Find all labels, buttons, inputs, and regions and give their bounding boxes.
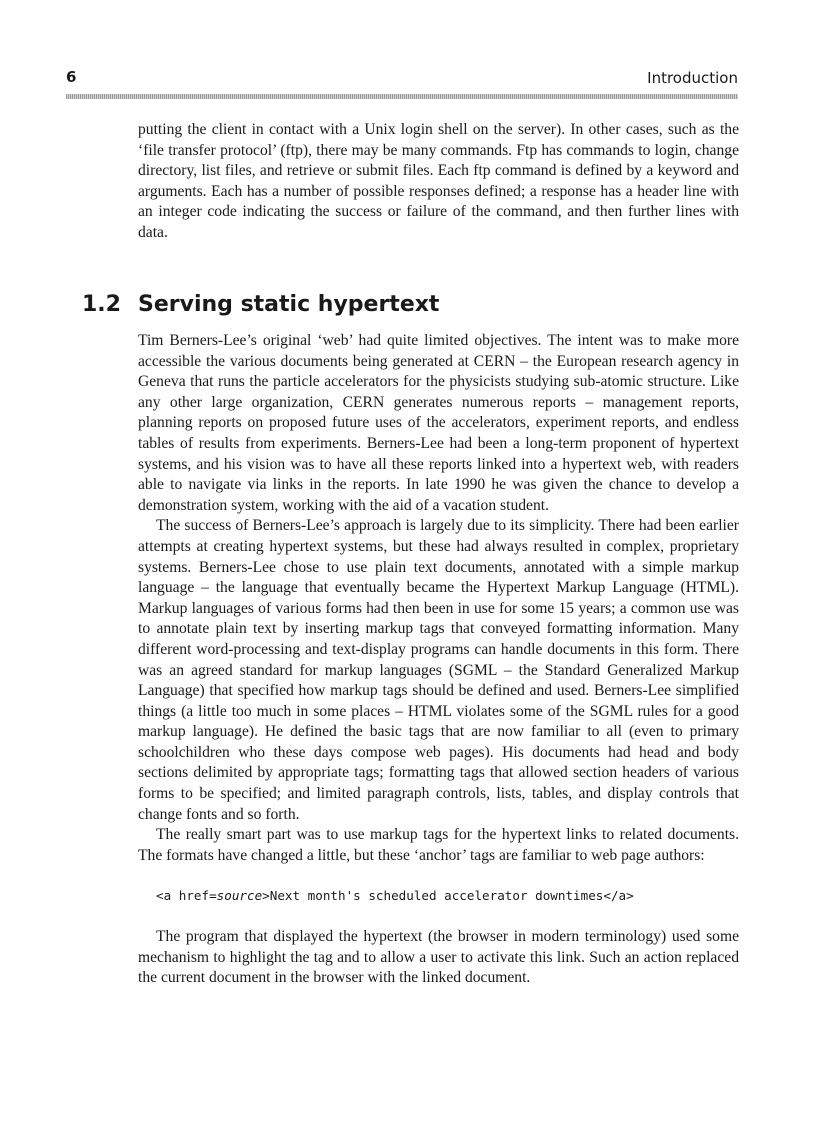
section-title: Serving static hypertext [138, 292, 440, 317]
section-heading [82, 292, 439, 317]
section-body [138, 331, 739, 989]
page-number: 6 [66, 68, 77, 86]
intro-text-block [138, 120, 739, 244]
intro-paragraph: putting the client in contact with a Unix login shell on the server). In other cases, such as the ‘file transfer protocol’ (ftp), there may be many commands. Ftp has commands to login, change directory, list files, and retrieve or submit files. Each ftp command is defined by a keyword and arguments. Each has a number of possible responses defined; a response has a header line with an integer code indicating the success or failure of the command, and then further lines with data. [138, 121, 739, 241]
running-head: Introduction [647, 69, 738, 87]
header-rule [66, 94, 738, 99]
section-paragraph-2: The success of Berners-Lee’s approach is largely due to its simplicity. There had been earlier attempts at creating hypertext systems, but these had always resulted in complex, proprietary systems. Berners-Lee chose to use plain text documents, annotated with a simple markup language – the language that eventually became the Hypertext Markup Language (HTML). Markup languages of various forms had then been in use for some 15 years; a common use was to annotate plain text by inserting markup tags that conveyed formatting information. Many different word-processing and text-display programs can handle documents in this form. There was an agreed standard for markup languages (SGML – the Standard Generalized Markup Language) that specified how markup tags should be defined and used. Berners-Lee simplified things (a little too much in some places – HTML violates some of the SGML rules for a good markup language). He defined the basic tags that are now familiar to all (even to primary schoolchildren who these days compose web pages). His documents had head and body sections delimited by appropriate tags; formatting tags that allowed section headers of various forms to be specified; and limited paragraph controls, lists, tables, and display controls that change fonts and so forth. [138, 517, 739, 823]
code-suffix: >Next month's scheduled accelerator downtimes</a> [262, 888, 634, 904]
section-paragraph-3: The really smart part was to use markup tags for the hypertext links to related documents. The formats have changed a little, but these ‘anchor’ tags are familiar to web page authors: [138, 826, 739, 864]
section-closing-paragraph: The program that displayed the hypertext (the browser in modern terminology) used some mechanism to highlight the tag and to allow a user to activate this link. Such an action replaced the current document in the browser with the linked document. [138, 928, 739, 987]
code-placeholder: source [216, 888, 263, 904]
section-number: 1.2 [82, 292, 121, 317]
code-prefix: <a href= [156, 888, 217, 904]
code-sample [156, 886, 739, 907]
section-paragraph-1: Tim Berners-Lee’s original ‘web’ had quite limited objectives. The intent was to make more accessible the various documents being generated at CERN – the European research agency in Geneva that runs the particle accelerators for the physicists studying sub-atomic structure. Like any other large organization, CERN generates numerous reports – management reports, planning reports on proposed future uses of the accelerators, experiment reports, and endless tables of results from experiments. Berners-Lee had been a long-term proponent of hypertext systems, and his vision was to have all these reports linked into a hypertext web, with readers able to navigate via links in the reports. In late 1990 he was given the chance to develop a demonstration system, working with the aid of a vacation student. [138, 332, 739, 514]
